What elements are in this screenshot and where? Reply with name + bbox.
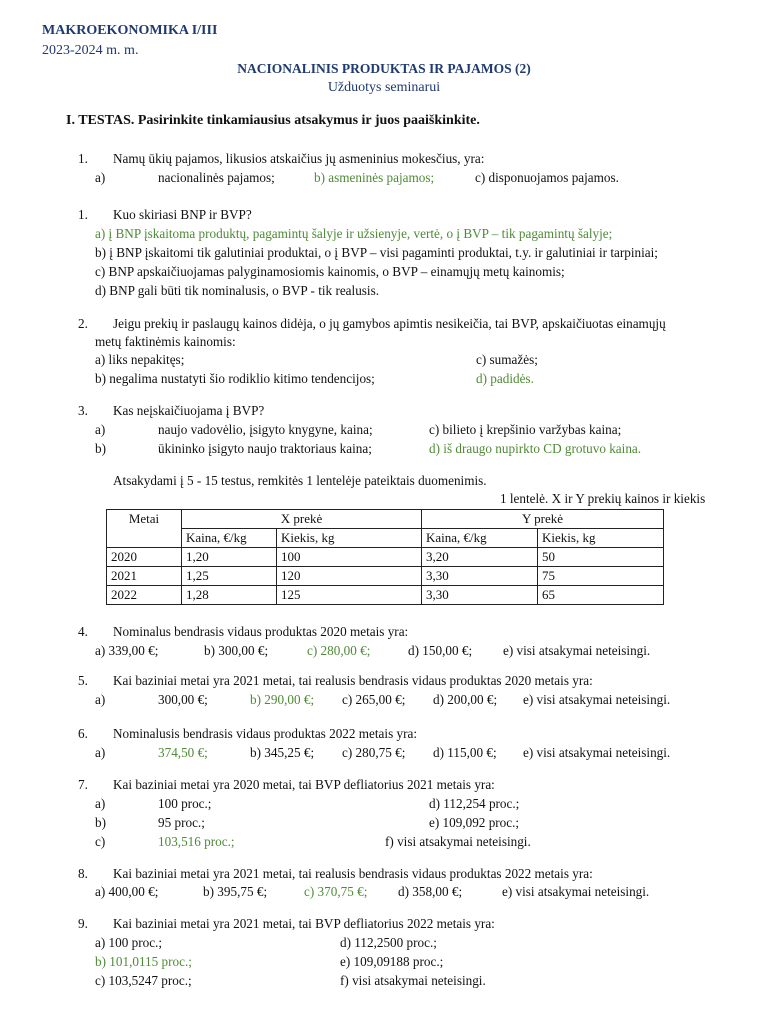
cell-y-qty: 50 — [538, 548, 664, 567]
answer-a: a) 400,00 €; — [95, 884, 159, 899]
question-text: Jeigu prekių ir paslaugų kainos didėja, o jų gamybos apimtis nesikeičia, tai BVP, apskaičiuotas einamųjų — [113, 316, 666, 331]
header-year: Metai — [107, 510, 182, 548]
cell-y-qty: 65 — [538, 586, 664, 605]
question-number: 1. — [78, 151, 88, 166]
answer-c: c) sumažės; — [476, 352, 538, 367]
answer-c: c) bilieto į krepšinio varžybas kaina; — [429, 422, 622, 437]
answer-d: d) 112,254 proc.; — [429, 796, 520, 811]
question-number: 9. — [78, 916, 88, 931]
answer-a-label: a) — [95, 692, 106, 707]
answer-c: c) 265,00 €; — [342, 692, 406, 707]
answer-d: d) iš draugo nupirkto CD grotuvo kaina. — [429, 441, 642, 456]
question-number: 7. — [78, 777, 88, 792]
answer-a: a) liks nepakitęs; — [95, 352, 185, 367]
cell-x-qty: 120 — [277, 567, 422, 586]
answer-a: 374,50 €; — [158, 745, 208, 760]
answer-a-label: a) — [95, 745, 106, 760]
question-number: 4. — [78, 624, 88, 639]
answer-a-label: a) — [95, 170, 106, 185]
question-number: 8. — [78, 866, 88, 881]
question-text: Kai baziniai metai yra 2021 metai, tai realusis bendrasis vidaus produktas 2022 metais yra: — [113, 866, 593, 881]
answer-e: e) visi atsakymai neteisingi. — [523, 692, 671, 707]
answer-c: c) 280,75 €; — [342, 745, 406, 760]
answer-b-label: b) — [95, 815, 106, 830]
cell-year: 2022 — [107, 586, 182, 605]
cell-y-price: 3,20 — [422, 548, 538, 567]
answer-c: c) 103,5247 proc.; — [95, 973, 192, 988]
header-x: X prekė — [182, 510, 422, 529]
answer-b: b) 101,0115 proc.; — [95, 954, 192, 969]
answer-d: d) 150,00 €; — [408, 643, 473, 658]
page-title: NACIONALINIS PRODUKTAS IR PAJAMOS (2) — [237, 61, 531, 76]
subheader-y-qty: Kiekis, kg — [538, 529, 664, 548]
question-text: Nominalusis bendrasis vidaus produktas 2022 metais yra: — [113, 726, 418, 741]
answer-a: nacionalinės pajamos; — [158, 170, 275, 185]
answer-e: e) 109,09188 proc.; — [340, 954, 444, 969]
subheader-x-price: Kaina, €/kg — [182, 529, 277, 548]
question-text: Nominalus bendrasis vidaus produktas 2020 metais yra: — [113, 624, 409, 639]
answer-a: naujo vadovėlio, įsigyto knygyne, kaina; — [158, 422, 373, 437]
answer-a: a) 339,00 €; — [95, 643, 159, 658]
answer-c-label: c) — [95, 834, 106, 849]
answer-b: b) 300,00 €; — [204, 643, 269, 658]
table-header-row — [107, 510, 664, 529]
question-number: 1. — [78, 207, 88, 222]
answer-a: a) į BNP įskaitoma produktų, pagamintų šalyje ir užsienyje, vertė, o į BVP – tik pagamintų šalyje; — [95, 226, 613, 241]
answer-b: 95 proc.; — [158, 815, 205, 830]
answer-a-label: a) — [95, 796, 106, 811]
cell-x-qty: 100 — [277, 548, 422, 567]
answer-c: c) disponuojamos pajamos. — [475, 170, 619, 185]
answer-d: d) padidės. — [476, 371, 534, 386]
cell-y-qty: 75 — [538, 567, 664, 586]
table-row — [107, 586, 664, 605]
answer-a-label: a) — [95, 422, 106, 437]
academic-year: 2023-2024 m. m. — [42, 43, 139, 58]
answer-d: d) 358,00 €; — [398, 884, 463, 899]
table-caption: 1 lentelė. X ir Y prekių kainos ir kiekis — [500, 491, 706, 506]
answer-b: b) 395,75 €; — [203, 884, 268, 899]
question-number: 2. — [78, 316, 88, 331]
subheader-x-qty: Kiekis, kg — [277, 529, 422, 548]
cell-x-price: 1,25 — [182, 567, 277, 586]
answer-b: ūkininko įsigyto naujo traktoriaus kaina; — [158, 441, 372, 456]
question-text-cont: metų faktinėmis kainomis: — [95, 334, 236, 349]
answer-e: e) visi atsakymai neteisingi. — [502, 884, 650, 899]
answer-a: a) 100 proc.; — [95, 935, 163, 950]
cell-y-price: 3,30 — [422, 567, 538, 586]
price-quantity-table — [106, 509, 664, 605]
answer-c: 103,516 proc.; — [158, 834, 235, 849]
section-heading: I. TESTAS. Pasirinkite tinkamiausius atsakymus ir juos paaiškinkite. — [66, 113, 480, 128]
answer-c: c) BNP apskaičiuojamas palyginamosiomis kainomis, o BVP – einamųjų metų kainomis; — [95, 264, 565, 279]
answer-a: 100 proc.; — [158, 796, 212, 811]
question-text: Kas neįskaičiuojama į BVP? — [113, 403, 265, 418]
cell-x-price: 1,28 — [182, 586, 277, 605]
answer-b: b) 345,25 €; — [250, 745, 315, 760]
answer-b: b) negalima nustatyti šio rodiklio kitimo tendencijos; — [95, 371, 375, 386]
question-number: 5. — [78, 673, 88, 688]
answer-a: 300,00 €; — [158, 692, 208, 707]
question-number: 3. — [78, 403, 88, 418]
answer-f: f) visi atsakymai neteisingi. — [385, 834, 531, 849]
answer-f: f) visi atsakymai neteisingi. — [340, 973, 486, 988]
question-text: Kuo skiriasi BNP ir BVP? — [113, 207, 252, 222]
answer-d: d) 200,00 €; — [433, 692, 498, 707]
answer-c: c) 280,00 €; — [307, 643, 371, 658]
cell-x-price: 1,20 — [182, 548, 277, 567]
question-text: Kai baziniai metai yra 2020 metai, tai BVP defliatorius 2021 metais yra: — [113, 777, 495, 792]
subheader-y-price: Kaina, €/kg — [422, 529, 538, 548]
answer-d: d) 115,00 €; — [433, 745, 497, 760]
table-row — [107, 567, 664, 586]
course-title: MAKROEKONOMIKA I/III — [42, 23, 218, 38]
answer-e: e) visi atsakymai neteisingi. — [523, 745, 671, 760]
answer-c: c) 370,75 €; — [304, 884, 368, 899]
cell-y-price: 3,30 — [422, 586, 538, 605]
cell-x-qty: 125 — [277, 586, 422, 605]
cell-year: 2021 — [107, 567, 182, 586]
table-intro: Atsakydami į 5 - 15 testus, remkitės 1 lentelėje pateiktais duomenimis. — [113, 473, 487, 488]
question-text: Kai baziniai metai yra 2021 metai, tai BVP defliatorius 2022 metais yra: — [113, 916, 495, 931]
header-y: Y prekė — [422, 510, 664, 529]
cell-year: 2020 — [107, 548, 182, 567]
answer-b: b) į BNP įskaitomi tik galutiniai produktai, o į BVP – visi pagaminti produktai, t.y. ir galutiniai ir tarpiniai; — [95, 245, 658, 260]
answer-b: b) asmeninės pajamos; — [314, 170, 435, 185]
answer-e: e) visi atsakymai neteisingi. — [503, 643, 651, 658]
question-text: Kai baziniai metai yra 2021 metai, tai realusis bendrasis vidaus produktas 2020 metais yra: — [113, 673, 593, 688]
answer-d: d) 112,2500 proc.; — [340, 935, 437, 950]
question-number: 6. — [78, 726, 88, 741]
table-row — [107, 548, 664, 567]
page-subtitle: Užduotys seminarui — [327, 80, 441, 95]
answer-e: e) 109,092 proc.; — [429, 815, 520, 830]
answer-b-label: b) — [95, 441, 106, 456]
answer-d: d) BNP gali būti tik nominalusis, o BVP - tik realusis. — [95, 283, 380, 298]
question-text: Namų ūkių pajamos, likusios atskaičius jų asmeninius mokesčius, yra: — [113, 151, 485, 166]
answer-b: b) 290,00 €; — [250, 692, 315, 707]
table-subheader-row — [107, 529, 664, 548]
